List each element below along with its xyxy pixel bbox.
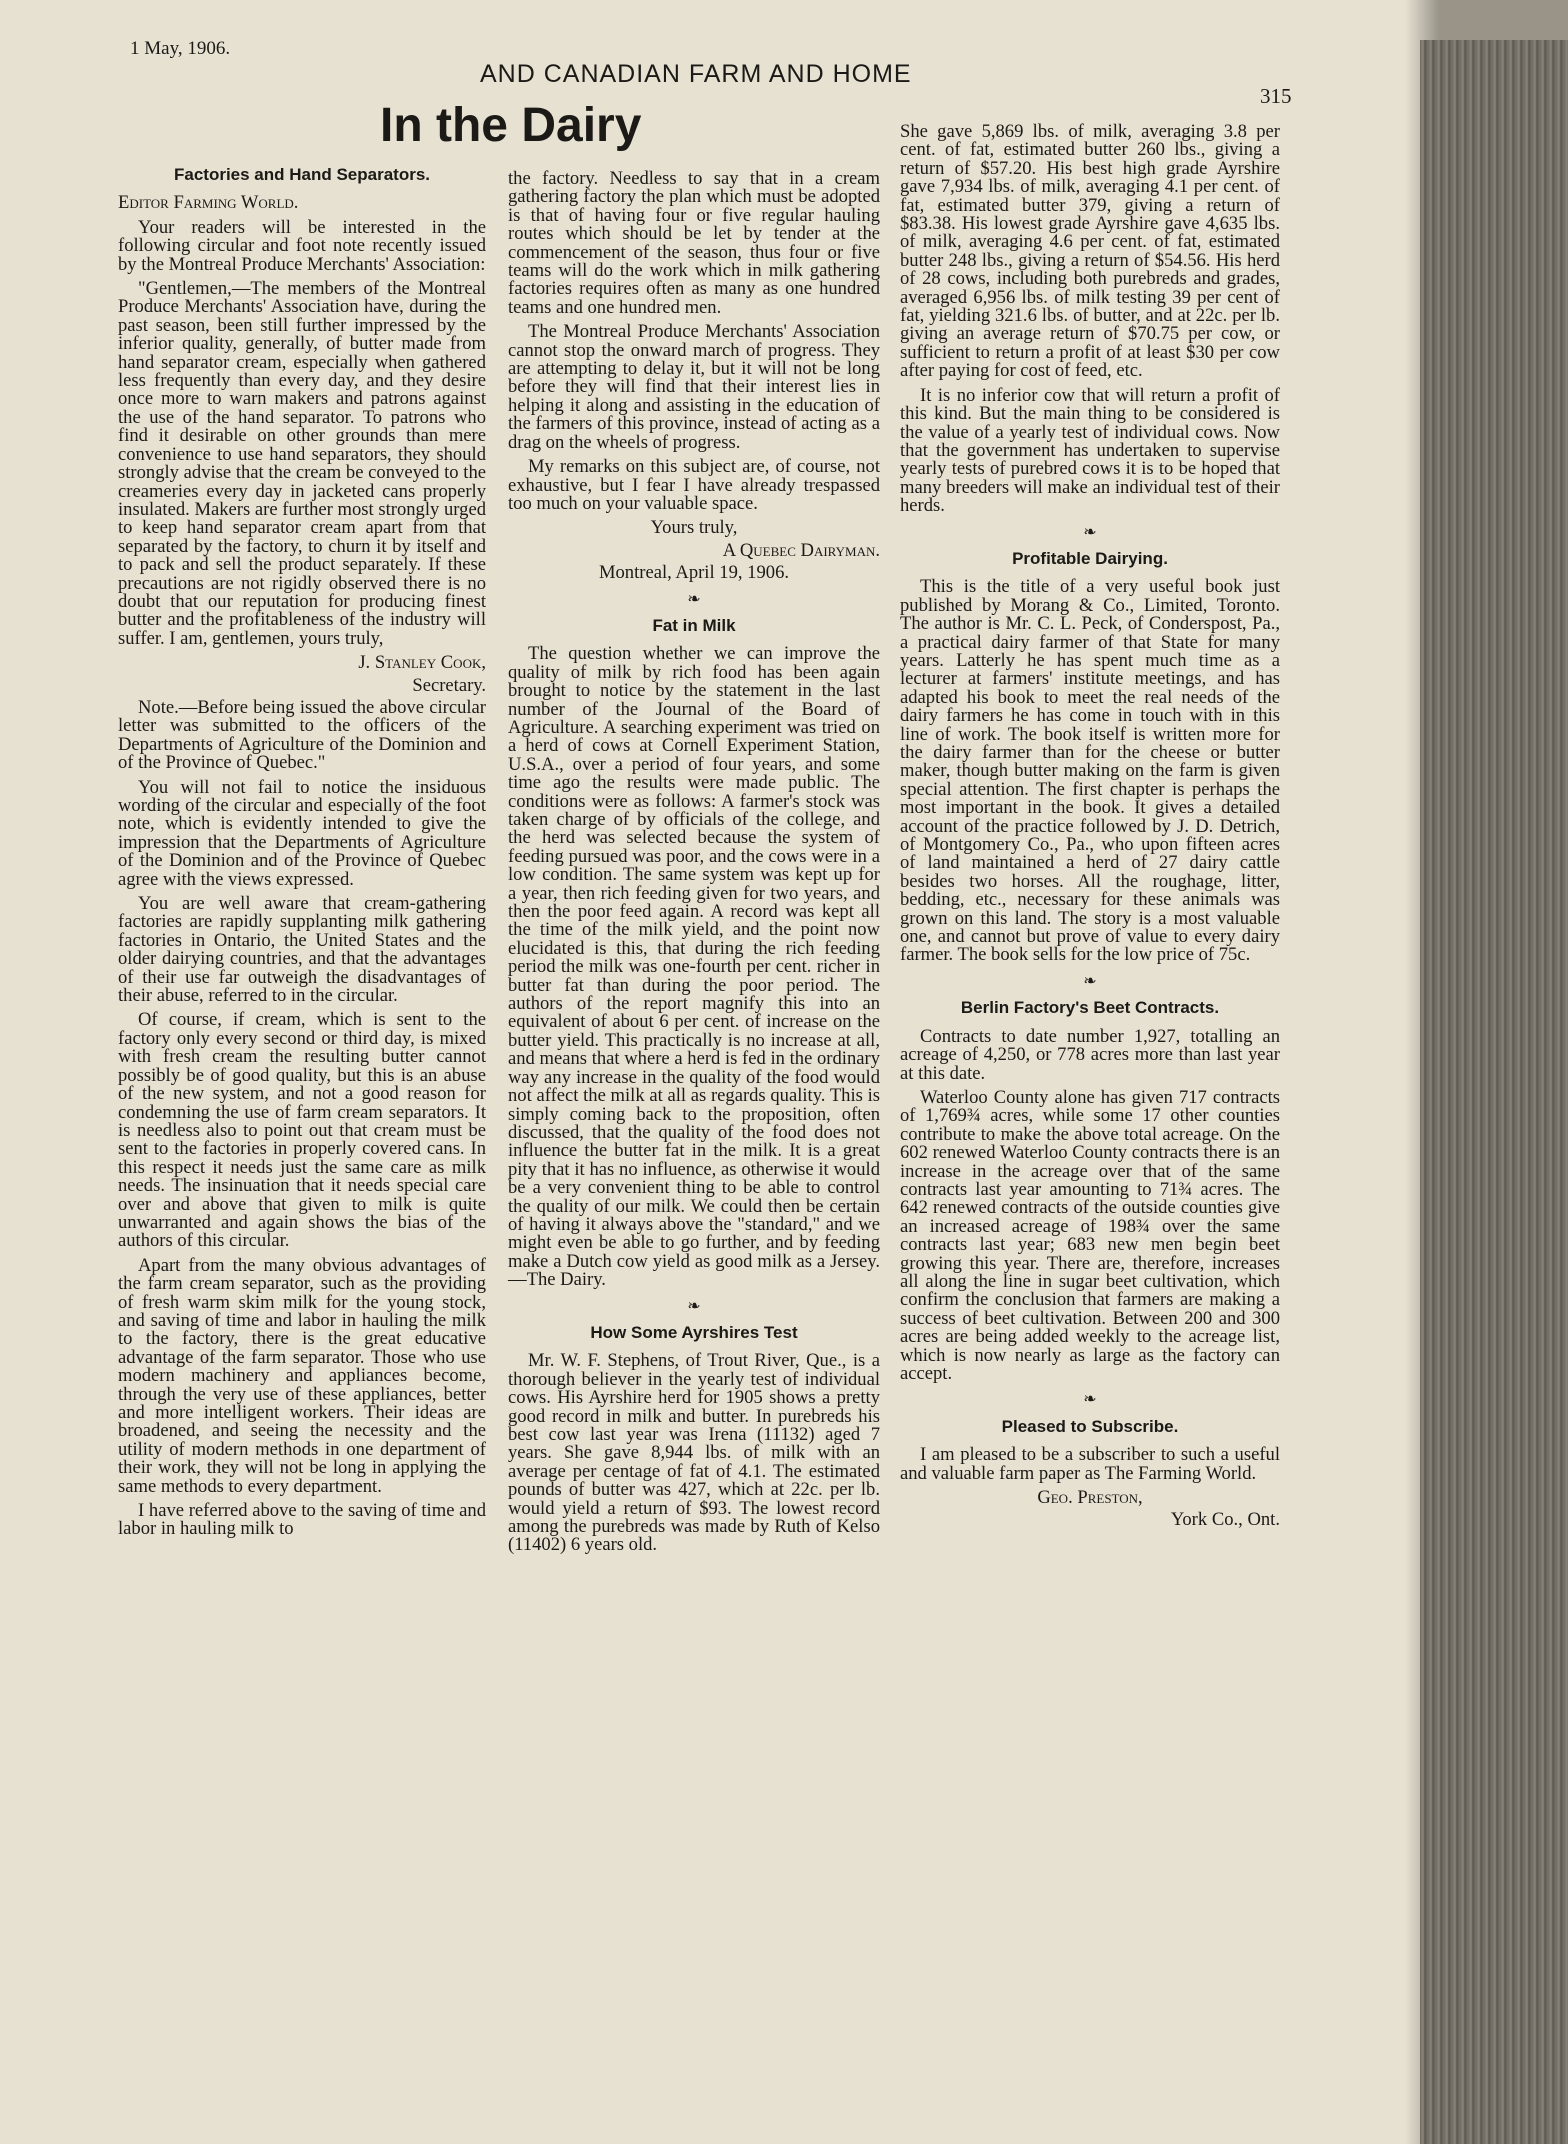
running-title: AND CANADIAN FARM AND HOME <box>480 60 912 88</box>
ornament-icon: ❧ <box>687 590 701 608</box>
issue-date: 1 May, 1906. <box>130 38 231 59</box>
closing-place: Montreal, April 19, 1906. <box>598 562 790 584</box>
paragraph: "Gentlemen,—The members of the Montreal Produce Merchants' Association have, during the past season, been still further impressed by the inferior quality, generally, of butter made from hand separator cream, especially when gathered less frequently than every day, and they desire once more to warn makers and patrons against the use of the hand separator. To patrons who find it desirable on other grounds than mere convenience to use hand separators, they should strongly advise that the cream be conveyed to the creameries every day in jacketed cans properly insulated. Makers are further most strongly urged to keep hand separator cream apart from that separated by the factory, to churn it by itself and to pack and sell the product separately. If these precautions are not rigidly observed there is no doubt that our reputation for producing finest butter and the profitableness of the industry will suffer. I am, gentlemen, yours truly, <box>118 278 486 649</box>
article-title-ayrshires: How Some Ayrshires Test <box>590 1322 798 1342</box>
paragraph: Your readers will be interested in the following circular and foot note recently issued by the Montreal Produce Merchants' Association: <box>118 216 486 275</box>
book-spine <box>1420 40 1568 2144</box>
editor-line: Editor Farming World. <box>118 192 299 214</box>
paragraph: The question whether we can improve the quality of milk by rich food has been again brought to notice by the statement in the last number of the Journal of the Board of Agriculture. A searching experiment was tried on a herd of cows at Cornell Experiment Station, U.S.A., over a period of four years, and some time ago the results were made public. The conditions were as follows: A farmer's stock was taken charge of by officials of the college, and the herd was selected because the system of feeding pursued was poor, and the cows were in a low condition. The same system was kept up for a year, then rich feeding given for two years, and then the poor feed again. A record was kept all the time of the milk yield, and the point now elucidated is this, that during the rich feeding period the milk was one-fourth per cent. richer in butter fat than during the poor period. The authors of the report magnify this into an equivalent of about 6 per cent. of increase on the butter yield. This practically is no increase at all, and means that where a herd is fed in the ordinary way any increase in the quality of the food would not affect the milk at all as regards quality. This is simply coming back to the proposition, often discussed, that the quality of the food does not influence the butter fat in the milk. It is a great pity that it has no influence, as otherwise it would be a very convenient thing to be able to control the quality of our milk. We could then be certain of having it always above the "standard," and we might even be able to go further, and by feeding make a Dutch cow yield as good milk as a Jersey.—The Dairy. <box>508 643 880 1291</box>
signature-place: York Co., Ont. <box>1170 1509 1280 1531</box>
paragraph: It is no inferior cow that will return a profit of this kind. But the main thing to be considered is the value of a yearly test of individual cows. Now that the government has undertaken to supervise yearly tests of purebred cows it is to be hoped that many breeders will make an individual test of their herds. <box>900 384 1280 517</box>
closing-line: Yours truly, <box>650 517 738 539</box>
ornament-icon: ❧ <box>687 1297 701 1315</box>
article-title-fat-in-milk: Fat in Milk <box>652 615 736 635</box>
column-1 <box>118 158 486 1545</box>
column-2 <box>508 170 880 1561</box>
page-header <box>110 28 1310 108</box>
paragraph: Contracts to date number 1,927, totalling an acreage of 4,250, or 778 acres more than last year at this date. <box>900 1025 1280 1084</box>
paragraph: You are well aware that cream-gathering factories are rapidly supplanting milk gathering factories in Ontario, the United States and the older dairying countries, and that the advantages of their use far outweigh the disadvantages of their abuse, referred to in the circular. <box>118 893 486 1007</box>
closing-name: A Quebec Dairyman. <box>722 539 880 561</box>
paragraph: Note.—Before being issued the above circular letter was submitted to the officers of the Departments of Agriculture of the Dominion and of the Province of Quebec." <box>118 696 486 774</box>
paragraph: I have referred above to the saving of time and labor in hauling milk to <box>118 1500 486 1540</box>
paragraph: You will not fail to notice the insiduous wording of the circular and especially of the foot note, which is evidently intended to give the impression that the Departments of Agriculture of the Dominion and of the Province of Quebec agree with the views expressed. <box>118 776 486 890</box>
article-title-subscribe: Pleased to Subscribe. <box>1001 1416 1179 1436</box>
column-3 <box>900 123 1280 1534</box>
paragraph: I am pleased to be a subscriber to such a useful and valuable farm paper as The Farming World. <box>900 1444 1280 1484</box>
paragraph: Waterloo County alone has given 717 contracts of 1,769¾ acres, while some 17 other counties contribute to make the above total acreage. On the 602 renewed Waterloo County contracts there is an increase in the acreage over that of the same contracts last year amounting to 71¾ acres. The 642 renewed contracts of the outside counties give an increased acreage of 198¾ over the same contracts last year; 683 new men begin beet growing this year. There are, therefore, increases all along the line in sugar beet cultivation, which confirm the conclusion that farmers are making a success of beet cultivation. Between 200 and 300 acres are being added weekly to the acreage list, which is now nearly as large as the factory can accept. <box>900 1086 1280 1384</box>
ornament-icon: ❧ <box>1083 972 1097 990</box>
section-title: In the Dairy <box>380 99 642 152</box>
paragraph: This is the title of a very useful book just published by Morang & Co., Limited, Toronto. The author is Mr. C. L. Peck, of Conderspost, Pa., a practical dairy farmer of that State for many years. Latterly he has spent much time as a lecturer at farmers' institute meetings, and has adapted his book to meet the real needs of the dairy farmers he has come in touch with in this line of work. The book itself is written more for the dairy farmer than for the cheese or butter maker, though butter making on the farm is given special attention. The first chapter is perhaps the most important in the book. It gives a detailed account of the practice followed by J. D. Detrich, of Montgomery Co., Pa., who upon fifteen acres of land maintained a herd of 27 dairy cattle besides two horses. All the roughage, litter, bedding, etc., necessary for these animals was grown on this land. The story is a most valuable one, and cannot but prove of value to every dairy farmer. The book sells for the low price of 75c. <box>900 576 1280 966</box>
paragraph: She gave 5,869 lbs. of milk, averaging 3.8 per cent. of fat, estimated butter 260 lbs., giving a return of $57.20. His best high grade Ayrshire gave 7,934 lbs. of milk, averaging 4.1 per cent. of fat, estimated butter 379, giving a return of $83.38. His lowest grade Ayrshire gave 4,635 lbs. of milk, averaging 4.6 per cent. of fat, estimated butter 248 lbs., giving a return of $54.56. His herd of 28 cows, including both purebreds and grades, averaged 6,956 lbs. of milk testing 39 per cent of fat, yielding 321.6 lbs. of butter, and at 22c. per lb. giving an average return of $70.75 per cow, or sufficient to return a profit of at least $30 per cow after paying for cost of feed, etc. <box>900 121 1280 382</box>
page-number: 315 <box>1260 84 1292 108</box>
paragraph: Mr. W. F. Stephens, of Trout River, Que., is a thorough believer in the yearly test of individual cows. His Ayrshire herd for 1905 shows a pretty good record in milk and butter. In purebreds his best cow last year was Irena (11132) aged 7 years. She gave 8,944 lbs. of milk with an average per centage of fat of 4.1. The estimated pounds of butter was 427, which at 22c. per lb. would yield a return of $93. The lowest record among the purebreds was made by Ruth of Kelso (11402) 6 years old. <box>508 1350 880 1556</box>
paragraph: Of course, if cream, which is sent to the factory only every second or third day, is mixed with fresh cream the resulting butter cannot possibly be of good quality, but this is an abuse of the new system, and not a good reason for condemning the use of farm cream separators. It is needless also to point out that cream must be sent to the factories in properly covered cans. In this respect it needs just the same care as milk needs. The insinuation that it needs special care over and above that given to milk is quite unwarranted and again shows the bias of the authors of this circular. <box>118 1009 486 1252</box>
ornament-icon: ❧ <box>1083 523 1097 541</box>
ornament-icon: ❧ <box>1083 1391 1097 1409</box>
paragraph: Apart from the many obvious advantages of the farm cream separator, such as the providing of fresh warm skim milk for the young stock, and saving of time and labor in hauling the milk to the factory, there is the great educative advantage of the farm separator. Those who use modern machinery and appliances become, through the very use of these appliances, better and more intelligent workers. Their ideas are broadened, and seeing the necessity and the utility of modern methods in one department of their work, they will not be long in applying the same methods to every department. <box>118 1254 486 1497</box>
signature-name: Geo. Preston, <box>1037 1487 1143 1509</box>
signature-name: J. Stanley Cook, <box>358 652 486 674</box>
paragraph: The Montreal Produce Merchants' Association cannot stop the onward march of progress. They are attempting to delay it, but it will not be long before they will find that their interest lies in helping it along and assisting in the education of the farmers of this province, instead of acting as a drag on the wheels of progress. <box>508 321 880 453</box>
paragraph: My remarks on this subject are, of course, not exhaustive, but I fear I have already trespassed too much on your valuable space. <box>508 456 880 514</box>
article-title-profitable-dairying: Profitable Dairying. <box>1012 548 1168 568</box>
article-title-factories: Factories and Hand Separators. <box>173 165 431 184</box>
signature-title: Secretary. <box>412 674 486 696</box>
article-title-berlin: Berlin Factory's Beet Contracts. <box>960 998 1220 1018</box>
paragraph: the factory. Needless to say that in a cream gathering factory the plan which must be adopted is that of having four or five regular hauling routes which should be let by tender at the commencement of the season, thus four or five teams will do the work which in milk gathering factories requires often as many as one hundred teams and one hundred men. <box>508 168 880 318</box>
